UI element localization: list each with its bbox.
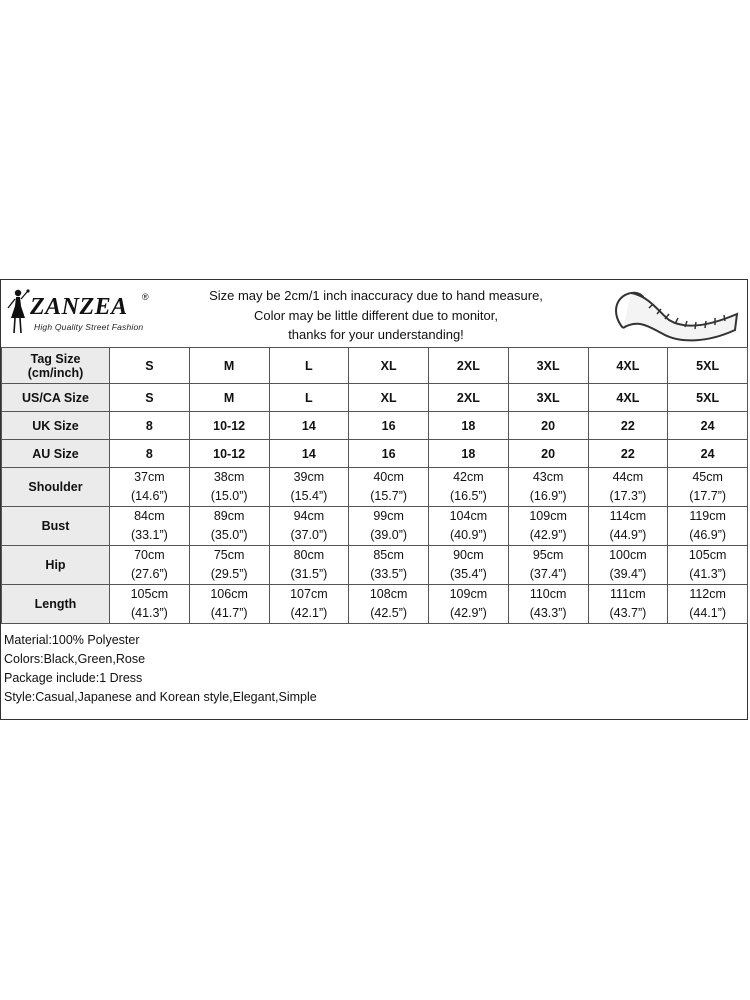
table-cell xyxy=(269,546,349,585)
table-cell xyxy=(588,468,668,507)
table-row xyxy=(2,440,748,468)
table-cell: 24 xyxy=(668,412,748,440)
table-cell xyxy=(508,507,588,546)
colors-text: Colors:Black,Green,Rose xyxy=(4,652,146,666)
row-label xyxy=(2,585,110,624)
cell-inch: (33.5”) xyxy=(370,567,408,581)
chart-header xyxy=(1,280,747,348)
cell-cm: 40cm xyxy=(373,470,404,484)
row-label xyxy=(2,507,110,546)
table-cell: 10-12 xyxy=(189,440,269,468)
cell-cm: 107cm xyxy=(290,587,328,601)
table-cell: 4XL xyxy=(588,348,668,384)
size-table xyxy=(1,347,748,624)
cell-cm: 43cm xyxy=(532,470,564,484)
cell-cm: 108cm xyxy=(369,587,408,601)
table-cell: 10-12 xyxy=(189,412,269,440)
table-cell: 16 xyxy=(349,440,429,468)
cell-cm: 38cm xyxy=(213,470,245,484)
table-cell: L xyxy=(269,348,349,384)
cell-inch: (41.3”) xyxy=(130,606,168,620)
table-cell: XL xyxy=(349,384,429,412)
cell-cm: 100cm xyxy=(609,548,647,562)
registered-mark: ® xyxy=(142,292,149,302)
table-cell xyxy=(349,585,429,624)
table-cell xyxy=(429,546,509,585)
table-cell: 8 xyxy=(110,412,190,440)
notice-line: thanks for your understanding! xyxy=(288,327,464,342)
cell-inch: (42.5”) xyxy=(370,606,408,620)
cell-inch: (14.6”) xyxy=(130,489,168,503)
table-cell xyxy=(349,507,429,546)
notice-line: Color may be little different due to monitor, xyxy=(254,307,498,323)
table-cell: 18 xyxy=(429,440,509,468)
table-cell: 3XL xyxy=(508,384,588,412)
table-cell xyxy=(189,507,269,546)
cell-cm: 42cm xyxy=(453,470,484,484)
cell-cm: 110cm xyxy=(529,587,567,601)
table-row xyxy=(2,412,748,440)
table-cell: 8 xyxy=(110,440,190,468)
cell-inch: (15.4”) xyxy=(290,489,328,503)
cell-inch: (17.3”) xyxy=(609,489,647,503)
cell-inch: (15.0”) xyxy=(210,489,248,503)
table-cell xyxy=(508,468,588,507)
brand-tagline: High Quality Street Fashion xyxy=(34,322,144,332)
table-cell: 20 xyxy=(508,412,588,440)
table-cell xyxy=(668,507,748,546)
table-cell: XL xyxy=(349,348,429,384)
table-cell: 5XL xyxy=(668,384,748,412)
package-text: Package include:1 Dress xyxy=(4,671,143,685)
cell-inch: (37.4”) xyxy=(529,567,567,581)
table-row xyxy=(2,507,748,546)
cell-inch: (39.4”) xyxy=(609,567,647,581)
cell-inch: (17.7”) xyxy=(689,489,727,503)
table-cell xyxy=(189,585,269,624)
table-row xyxy=(2,546,748,585)
table-cell xyxy=(269,468,349,507)
table-row xyxy=(2,585,748,624)
row-label-text: Shoulder xyxy=(28,479,83,494)
cell-inch: (37.0”) xyxy=(290,528,328,542)
table-cell xyxy=(668,546,748,585)
table-cell xyxy=(429,507,509,546)
cell-inch: (42.9”) xyxy=(529,528,567,542)
cell-inch: (46.9”) xyxy=(689,528,727,542)
table-cell xyxy=(110,507,190,546)
cell-inch: (40.9”) xyxy=(449,528,487,542)
table-cell: 20 xyxy=(508,440,588,468)
row-label-text: US/CA Size xyxy=(22,390,89,405)
table-cell xyxy=(269,507,349,546)
row-label-text: Tag Size xyxy=(30,351,81,366)
table-cell xyxy=(588,507,668,546)
cell-cm: 104cm xyxy=(449,509,488,523)
table-cell xyxy=(668,585,748,624)
table-cell xyxy=(508,546,588,585)
cell-cm: 119cm xyxy=(689,509,726,523)
cell-inch: (44.9”) xyxy=(609,528,647,542)
cell-inch: (16.9”) xyxy=(529,489,567,503)
table-cell: 24 xyxy=(668,440,748,468)
cell-inch: (31.5”) xyxy=(290,567,328,581)
table-cell: S xyxy=(110,384,190,412)
cell-cm: 99cm xyxy=(373,509,404,523)
cell-inch: (16.5”) xyxy=(449,489,487,503)
style-text: Style:Casual,Japanese and Korean style,Elegant,Simple xyxy=(4,690,317,704)
table-cell xyxy=(110,546,190,585)
table-cell xyxy=(588,585,668,624)
brand-name: ZANZEA xyxy=(30,294,128,320)
product-details xyxy=(4,631,317,707)
cell-cm: 39cm xyxy=(293,470,325,484)
cell-inch: (44.1”) xyxy=(689,606,727,620)
table-cell: 22 xyxy=(588,440,668,468)
row-label-text: Hip xyxy=(45,557,66,572)
table-cell: 2XL xyxy=(429,384,509,412)
cell-cm: 109cm xyxy=(529,509,567,523)
table-cell xyxy=(429,468,509,507)
cell-cm: 90cm xyxy=(453,548,484,562)
cell-cm: 114cm xyxy=(609,509,647,523)
cell-inch: (41.3”) xyxy=(689,567,727,581)
table-cell xyxy=(429,585,509,624)
row-label xyxy=(2,546,110,585)
cell-cm: 105cm xyxy=(130,587,169,601)
cell-cm: 94cm xyxy=(293,509,325,523)
row-label xyxy=(2,412,110,440)
cell-cm: 84cm xyxy=(134,509,165,523)
table-row xyxy=(2,384,748,412)
cell-inch: (41.7”) xyxy=(210,606,248,620)
row-label-text: (cm/inch) xyxy=(27,365,84,380)
table-cell: 22 xyxy=(588,412,668,440)
table-cell: L xyxy=(269,384,349,412)
cell-cm: 109cm xyxy=(449,587,488,601)
table-cell: 18 xyxy=(429,412,509,440)
cell-cm: 106cm xyxy=(210,587,248,601)
cell-cm: 95cm xyxy=(532,548,564,562)
cell-cm: 112cm xyxy=(689,587,726,601)
cell-cm: 45cm xyxy=(692,470,723,484)
table-cell xyxy=(588,546,668,585)
table-row xyxy=(2,348,748,384)
cell-cm: 105cm xyxy=(688,548,727,562)
row-label xyxy=(2,348,110,384)
cell-cm: 70cm xyxy=(134,548,165,562)
table-cell: 3XL xyxy=(508,348,588,384)
measurement-notice xyxy=(161,286,591,345)
measuring-tape-icon xyxy=(609,284,741,344)
table-cell: S xyxy=(110,348,190,384)
cell-cm: 37cm xyxy=(134,470,165,484)
cell-cm: 85cm xyxy=(373,548,404,562)
row-label-text: Length xyxy=(34,596,77,611)
brand-logo xyxy=(5,288,155,338)
table-cell xyxy=(349,468,429,507)
fashion-model-icon xyxy=(5,288,31,336)
table-cell: M xyxy=(189,348,269,384)
table-cell xyxy=(508,585,588,624)
size-chart xyxy=(0,279,748,720)
cell-cm: 75cm xyxy=(213,548,245,562)
cell-cm: 80cm xyxy=(293,548,325,562)
cell-inch: (35.0”) xyxy=(210,528,248,542)
cell-inch: (42.9”) xyxy=(449,606,487,620)
row-label-text: UK Size xyxy=(32,418,79,433)
cell-inch: (39.0”) xyxy=(370,528,408,542)
table-row xyxy=(2,468,748,507)
table-cell: 16 xyxy=(349,412,429,440)
table-cell xyxy=(110,585,190,624)
row-label-text: AU Size xyxy=(32,446,79,461)
cell-inch: (15.7”) xyxy=(370,489,408,503)
cell-inch: (43.7”) xyxy=(609,606,647,620)
table-cell: 2XL xyxy=(429,348,509,384)
cell-inch: (27.6”) xyxy=(130,567,168,581)
cell-cm: 111cm xyxy=(610,587,646,601)
cell-inch: (43.3”) xyxy=(529,606,567,620)
row-label xyxy=(2,384,110,412)
cell-inch: (29.5”) xyxy=(210,567,248,581)
table-cell: M xyxy=(189,384,269,412)
row-label xyxy=(2,440,110,468)
table-cell xyxy=(269,585,349,624)
table-cell: 14 xyxy=(269,412,349,440)
table-cell: 14 xyxy=(269,440,349,468)
row-label xyxy=(2,468,110,507)
material-text: Material:100% Polyester xyxy=(4,633,140,647)
table-cell xyxy=(349,546,429,585)
table-cell xyxy=(189,468,269,507)
cell-cm: 44cm xyxy=(612,470,644,484)
notice-line: Size may be 2cm/1 inch inaccuracy due to hand measure, xyxy=(209,288,543,303)
table-cell xyxy=(110,468,190,507)
table-cell: 4XL xyxy=(588,384,668,412)
table-cell xyxy=(189,546,269,585)
cell-inch: (42.1”) xyxy=(290,606,328,620)
table-cell: 5XL xyxy=(668,348,748,384)
table-cell xyxy=(668,468,748,507)
cell-inch: (33.1”) xyxy=(130,528,168,542)
row-label-text: Bust xyxy=(41,518,70,533)
cell-cm: 89cm xyxy=(213,509,245,523)
cell-inch: (35.4”) xyxy=(449,567,487,581)
